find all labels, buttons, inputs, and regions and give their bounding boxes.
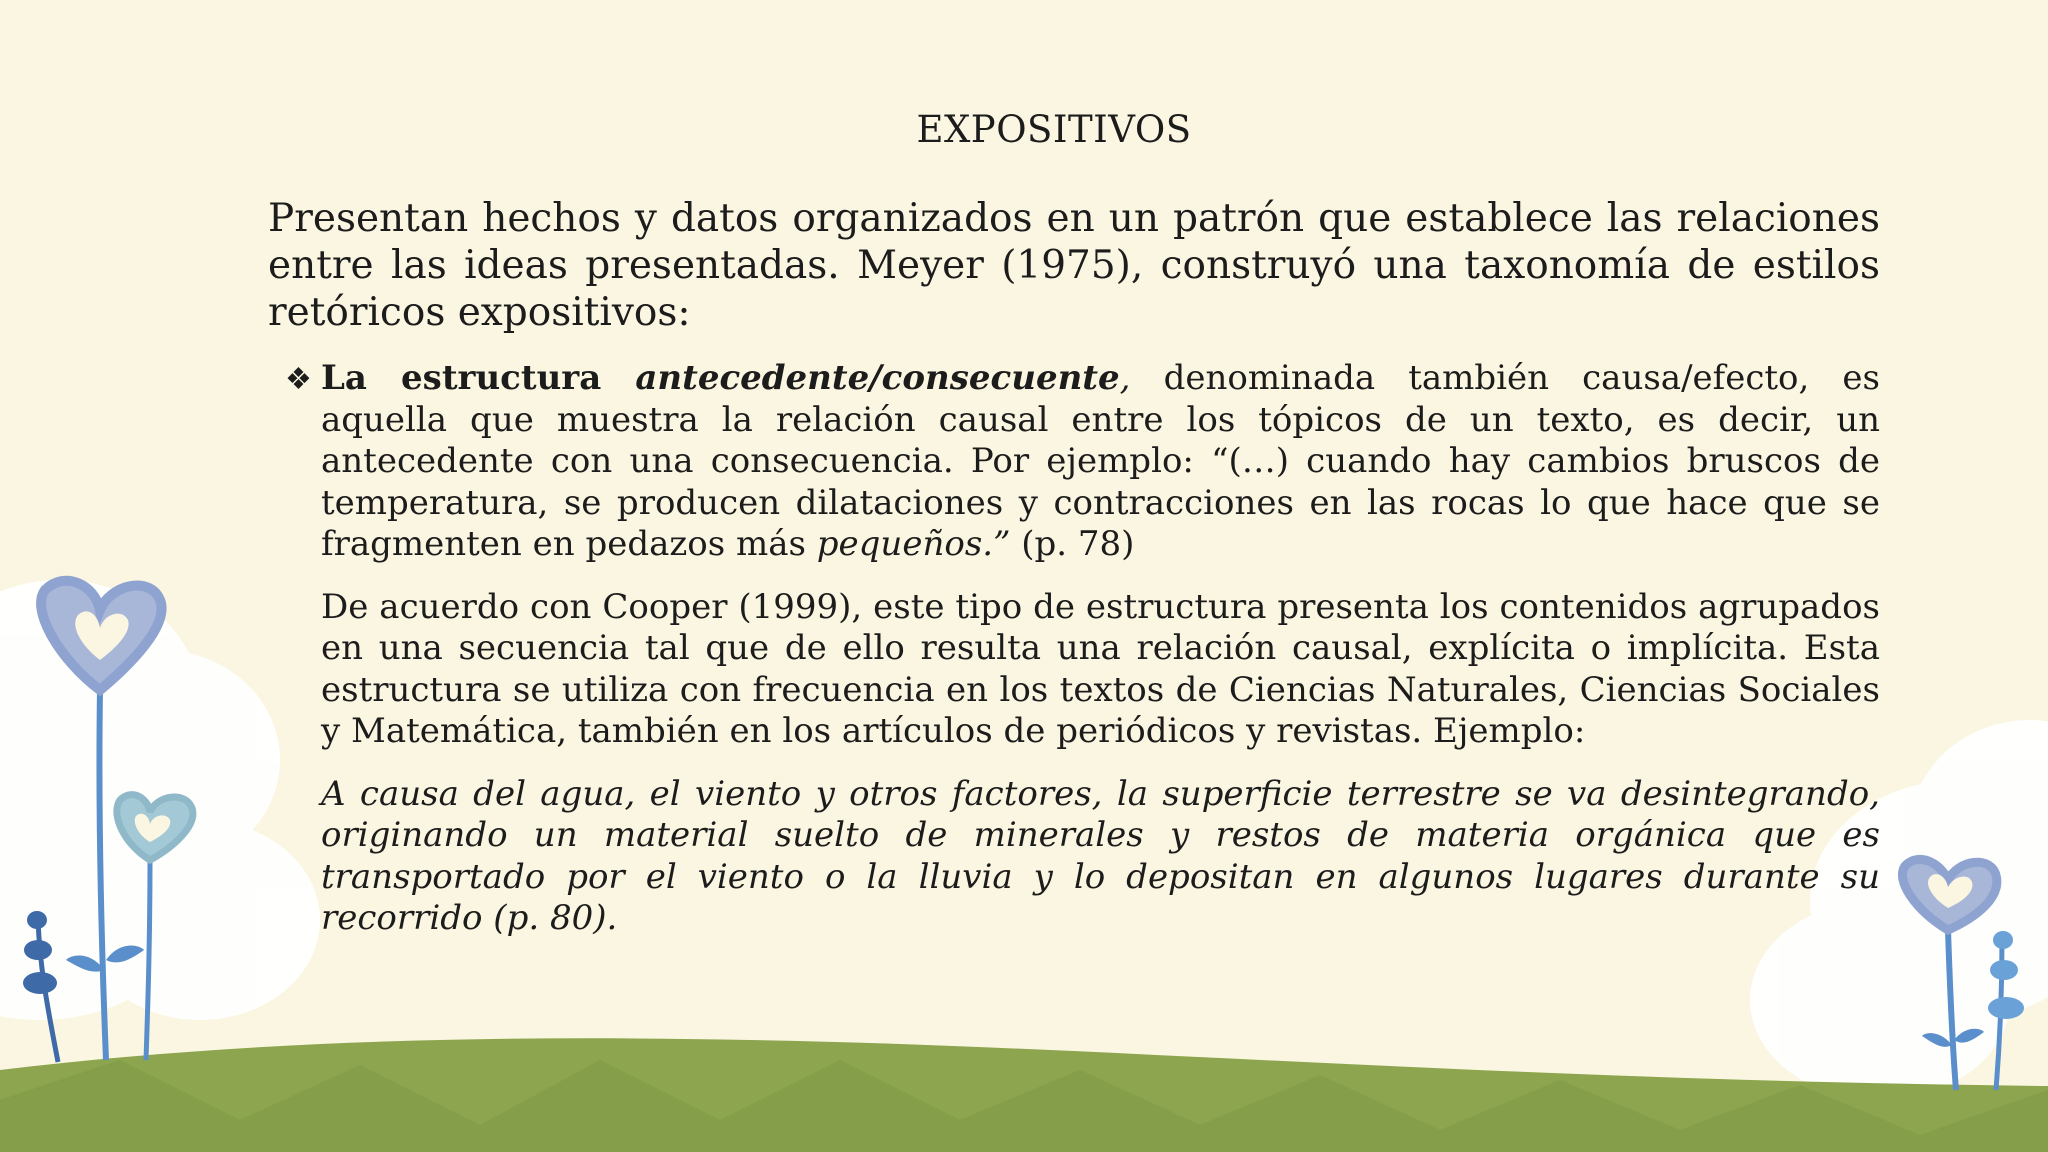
cooper-paragraph: De acuerdo con Cooper (1999), este tipo de estructura presenta los contenidos agrupados en una secuencia tal que de ello resulta una relación causal, explícita o implícita. Esta estructura se utiliza con frecuencia en los textos de Ciencias Naturales, Ciencias Sociales y Matemática, también en los artículos de periódicos y revistas. Ejemplo: bbox=[321, 586, 1880, 751]
bullet-section bbox=[285, 358, 1880, 940]
bullet-text: denominada también causa/efecto, es aquella que muestra la relación causal entre los tópicos de un texto, es decir, un antecedente con una consecuencia. Por ejemplo: “(…) cuando hay cambios bruscos de temperatura, se producen dilataciones y contracciones en las rocas lo que hace que se fragmenten en pedazos más bbox=[321, 358, 1880, 564]
example-paragraph: A causa del agua, el viento y otros factores, la superficie terrestre se va desintegrando, originando un material suelto de minerales y restos de materia orgánica que es transportado por el viento o la lluvia y lo depositan en algunos lugares durante su recorrido (p. 80). bbox=[321, 773, 1880, 938]
bullet-lead-bold: La estructura bbox=[321, 358, 636, 398]
bullet-citation: (p. 78) bbox=[1010, 524, 1135, 564]
bullet-quote-tail: pequeños.” bbox=[816, 524, 1011, 564]
intro-paragraph: Presentan hechos y datos organizados en un patrón que establece las relaciones entre las ideas presentadas. Meyer (1975), construyó una taxonomía de estilos retóricos expositivos: bbox=[268, 196, 1880, 335]
bullet-lead-bold-italic: antecedente/consecuente bbox=[635, 358, 1120, 398]
bullet-paragraph bbox=[321, 358, 1880, 566]
diamond-bullet-icon: ❖ bbox=[285, 362, 312, 397]
bullet-lead-italic: , bbox=[1119, 358, 1164, 398]
slide-title: EXPOSITIVOS bbox=[916, 108, 1192, 151]
slide-content bbox=[268, 195, 1880, 940]
